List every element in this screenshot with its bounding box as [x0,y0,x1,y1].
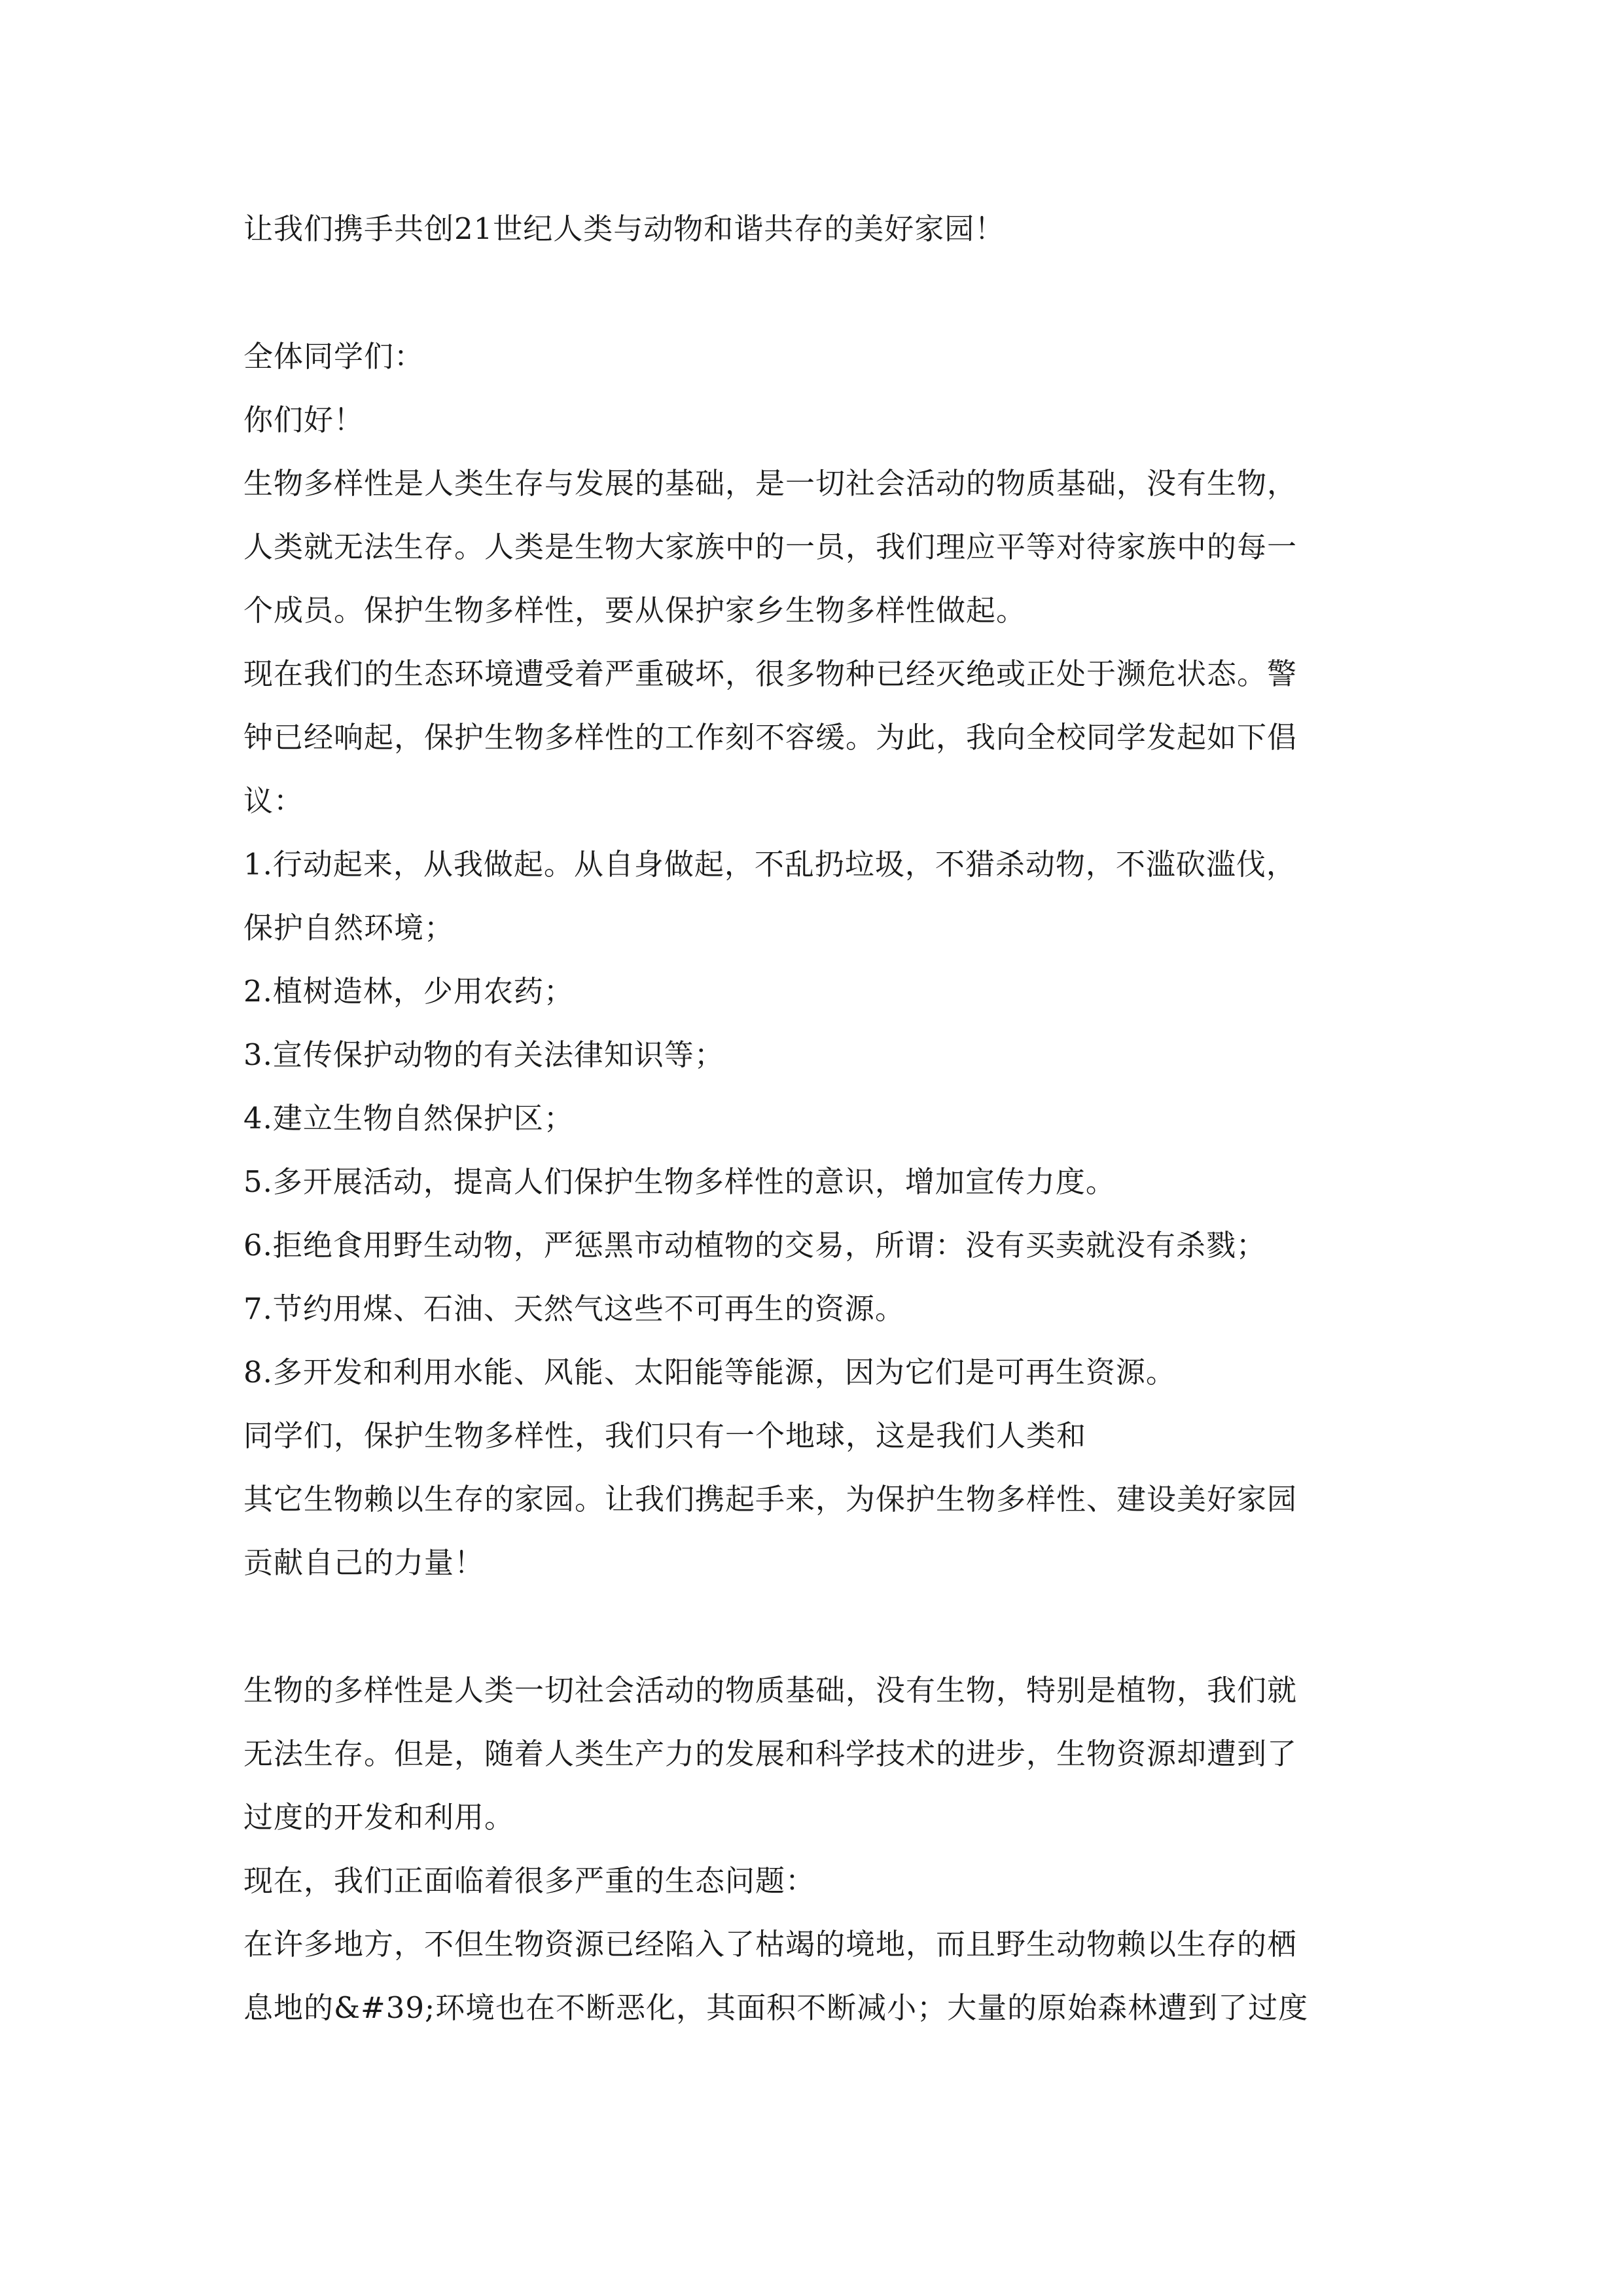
document-heading: 让我们携手共创21世纪人类与动物和谐共存的美好家园！ [243,211,1005,246]
list-item: 8.多开发和利用水能、风能、太阳能等能源，因为它们是可再生资源。 [243,1355,1176,1390]
list-item: 5.多开展活动，提高人们保护生物多样性的意识，增加宣传力度。 [243,1164,1116,1199]
paragraph-line: 现在我们的生态环境遭受着严重破坏，很多物种已经灭绝或正处于濒危状态。警 [243,656,1298,691]
paragraph-line: 个成员。保护生物多样性，要从保护家乡生物多样性做起。 [243,593,1027,628]
paragraph-line: 贡献自己的力量！ [243,1545,485,1580]
list-item: 3.宣传保护动物的有关法律知识等； [243,1037,724,1072]
greeting-line: 你们好！ [243,403,365,437]
list-item: 保护自然环境； [243,910,455,945]
paragraph-line: 在许多地方，不但生物资源已经陷入了枯竭的境地，而且野生动物赖以生存的栖 [243,1927,1298,1962]
list-item: 1.行动起来，从我做起。从自身做起，不乱扔垃圾，不猎杀动物，不滥砍滥伐， [243,847,1296,882]
paragraph-line: 过度的开发和利用。 [243,1800,515,1835]
list-item: 2.植树造林，少用农药； [243,974,574,1009]
paragraph-line: 无法生存。但是，随着人类生产力的发展和科学技术的进步，生物资源却遭到了 [243,1736,1298,1771]
list-item: 4.建立生物自然保护区； [243,1101,574,1136]
document-page [243,0,1395,2296]
paragraph-line: 同学们，保护生物多样性，我们只有一个地球，这是我们人类和 [243,1418,1087,1453]
greeting-line: 全体同学们： [243,339,425,374]
list-item: 7.节约用煤、石油、天然气这些不可再生的资源。 [243,1291,905,1326]
paragraph-line: 息地的&#39;环境也在不断恶化，其面积不断减小；大量的原始森林遭到了过度 [243,1990,1309,2025]
paragraph-line: 生物的多样性是人类一切社会活动的物质基础，没有生物，特别是植物，我们就 [243,1673,1298,1708]
paragraph-line: 钟已经响起，保护生物多样性的工作刻不容缓。为此，我向全校同学发起如下倡 [243,720,1298,755]
list-item: 6.拒绝食用野生动物，严惩黑市动植物的交易，所谓：没有买卖就没有杀戮； [243,1228,1266,1263]
paragraph-line: 现在，我们正面临着很多严重的生态问题： [243,1863,816,1898]
paragraph-line: 其它生物赖以生存的家园。让我们携起手来，为保护生物多样性、建设美好家园 [243,1482,1298,1516]
paragraph-line: 议： [243,783,304,818]
paragraph-line: 生物多样性是人类生存与发展的基础，是一切社会活动的物质基础，没有生物， [243,466,1298,501]
paragraph-line: 人类就无法生存。人类是生物大家族中的一员，我们理应平等对待家族中的每一 [243,529,1298,564]
